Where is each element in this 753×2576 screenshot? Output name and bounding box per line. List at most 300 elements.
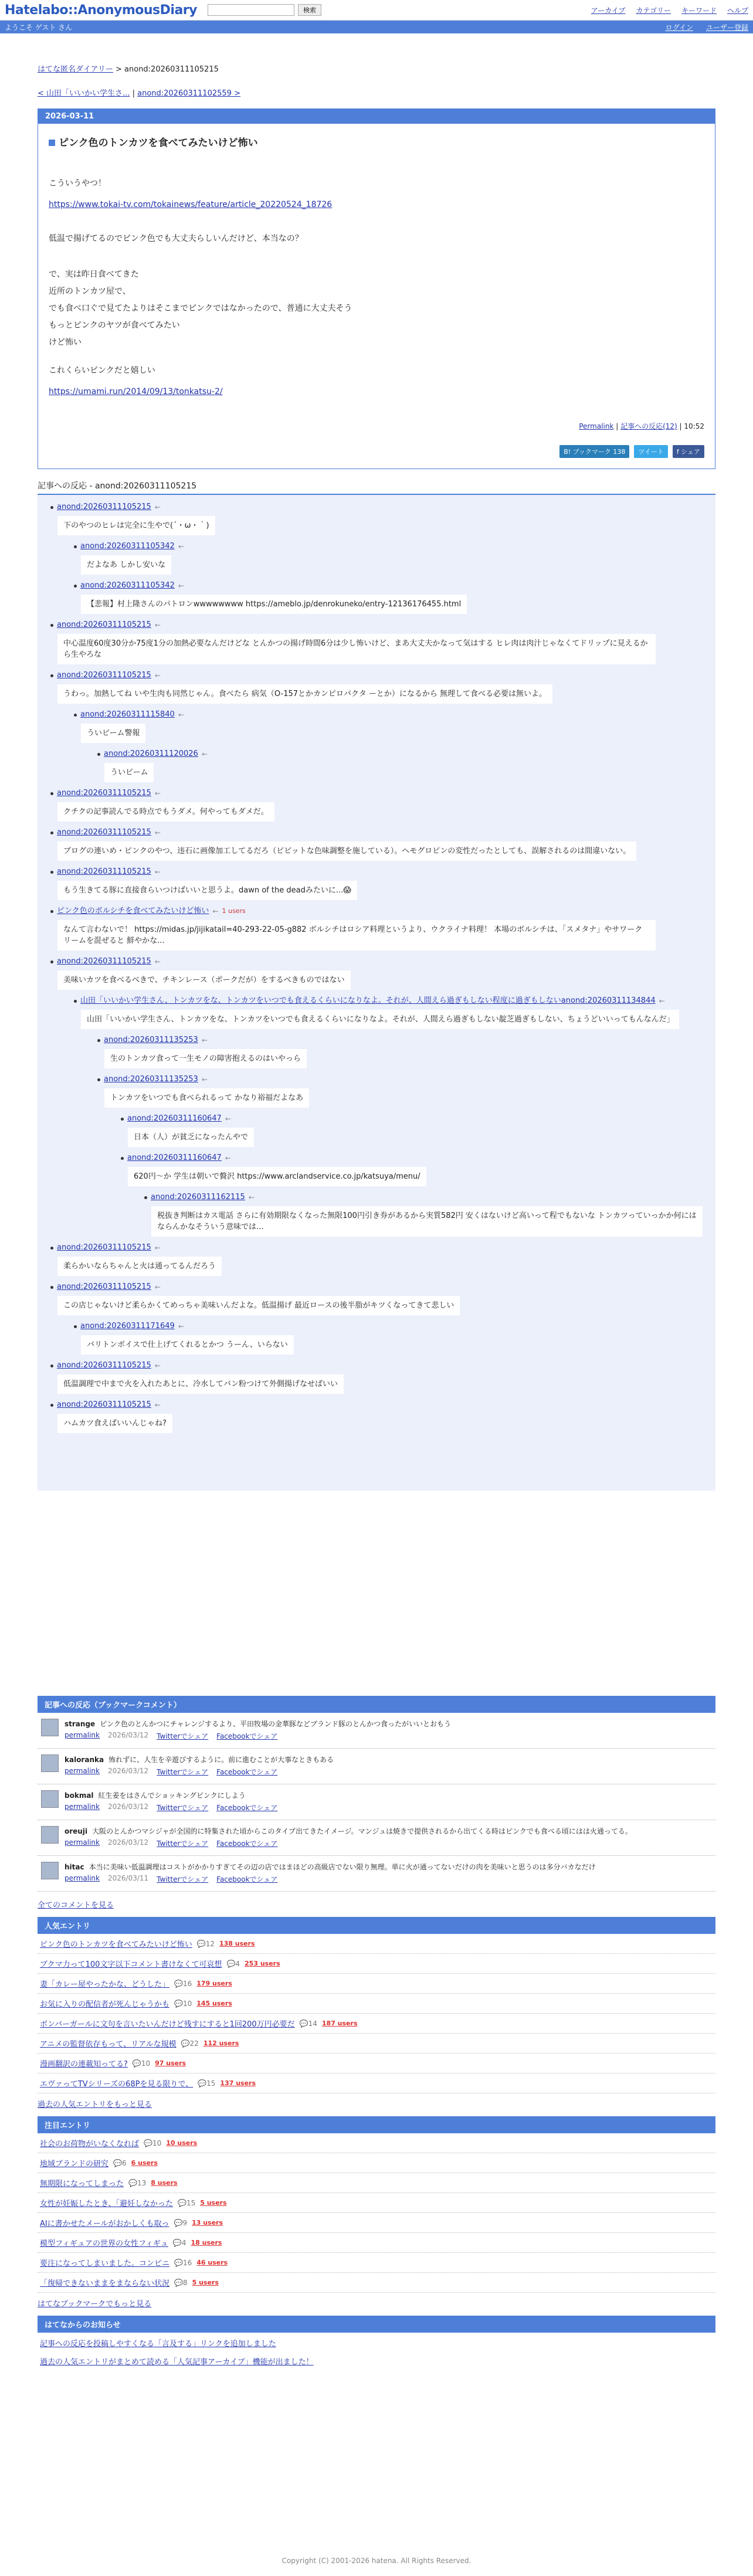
bullet-icon	[50, 871, 53, 874]
bullet-icon	[144, 1196, 147, 1199]
reaction-header	[74, 541, 703, 552]
footer-copyright: Copyright (C) 2001-2026 hatena. All Rights Reserved.	[281, 2557, 472, 2565]
twitter-share-link[interactable]: Twitterでシェア	[157, 1732, 209, 1740]
nav-category[interactable]: カテゴリー	[636, 6, 671, 15]
users-count[interactable]: 137 users	[220, 2079, 256, 2087]
reaction-id-link[interactable]: anond:20260311135253	[104, 1036, 198, 1044]
users-count[interactable]: 8 users	[151, 2179, 178, 2187]
bullet-icon	[121, 1157, 124, 1160]
reaction-text: バリトンボイスで仕上げてくれるとかつ うーん、いらない	[81, 1335, 294, 1355]
reaction-item	[121, 1153, 703, 1186]
register-link[interactable]: ユーザー登録	[705, 23, 748, 32]
reaction-text: 税抜き判断はカス電話 さらに有効期限なくなった無限100円引き券があるから実質582円 安くはないけど高いって程でもないな トンカツっていっかか何にはならんかなそういう意味では...	[151, 1206, 703, 1237]
notice-link[interactable]: 記事への反応を投稿しやすくなる「言及する」リンクを追加しました	[40, 2340, 276, 2348]
reply-icon[interactable]: ←	[225, 1154, 231, 1162]
entry-link[interactable]: 漫画翻訳の連載知ってる?	[40, 2060, 128, 2069]
notice-section	[38, 2316, 715, 2369]
twitter-share-link[interactable]: Twitterでシェア	[157, 1804, 209, 1812]
reaction-id-link[interactable]: anond:20260311105215	[57, 503, 151, 511]
top-bar	[0, 0, 753, 21]
comment-text: 怖れずに、人生を辛遊びするように。前に進むことが大事なときもある	[108, 1756, 334, 1764]
comment-text: ピンク色のとんかつにチャレンジするより、平田牧場の金華豚などブランド豚のとんかつ食ったがいいとおもう	[100, 1720, 451, 1728]
avatar[interactable]	[41, 1790, 59, 1808]
entry-item	[38, 2173, 715, 2193]
comment-text: 本当に美味い低温調理はコストがかかりすぎてその辺の店ではまほどの高級店でない限り無理。単に火が通ってないだけの肉を美味いと思うのは多分バカなだけ	[89, 1863, 596, 1871]
comment-text: 紅生姜をはさんでショッキングピンクにしよう	[98, 1791, 246, 1800]
facebook-share-link[interactable]: Facebookでシェア	[216, 1839, 278, 1848]
reaction-header	[50, 502, 703, 513]
users-count[interactable]: 10 users	[166, 2139, 198, 2147]
bookmark-comment	[38, 1856, 715, 1892]
reaction-text: 低温調理で中まで火を入れたあとに、冷水してバン粉つけて外側揚げなせばいい	[57, 1374, 344, 1394]
facebook-share-link[interactable]: Facebookでシェア	[216, 1768, 278, 1776]
reply-icon[interactable]: ←	[178, 582, 184, 590]
reaction-id-link[interactable]: anond:20260311105215	[57, 1361, 151, 1370]
nav-help[interactable]: ヘルプ	[727, 6, 748, 15]
twitter-share-link[interactable]: Twitterでシェア	[157, 1875, 209, 1883]
entry-body	[49, 177, 704, 398]
entry-link[interactable]: 無期限になってしまった	[40, 2180, 124, 2188]
comment-count	[174, 2000, 192, 2008]
comment-user[interactable]: kaloranka	[65, 1756, 104, 1764]
entry-item	[38, 2213, 715, 2233]
reaction-header	[74, 1321, 703, 1332]
next-entry-link[interactable]: anond:20260311102559 >	[137, 89, 240, 98]
reaction-id-link[interactable]: anond:20260311105342	[80, 542, 175, 551]
comment-meta	[65, 1838, 632, 1848]
reaction-item	[50, 1360, 703, 1394]
comment-icon: 💬	[174, 2278, 183, 2287]
permalink[interactable]: Permalink	[579, 422, 614, 430]
entry-item	[38, 2253, 715, 2273]
notice-link[interactable]: 過去の人気エントリがまとめて読める「人気記事アーカイブ」機能が出ました！	[40, 2358, 314, 2367]
popular-more-link[interactable]: 過去の人気エントリをもっと見る	[38, 2100, 152, 2109]
reply-icon[interactable]: ←	[225, 1115, 231, 1123]
reaction-text: ブログの連いめ・ピンクのやつ、违石に画像加工してるだろ（ビビットな色味調整を施している）。ヘモグロビンの変性だったとしても、誤解されるのは間違いない。	[57, 841, 636, 861]
bullet-icon	[74, 1000, 77, 1003]
reaction-id-link[interactable]: anond:20260311162115	[151, 1193, 245, 1202]
reaction-id-link[interactable]: anond:20260311105215	[57, 620, 151, 629]
attention-title: 注目エントリ	[38, 2116, 715, 2133]
entry-item	[38, 2273, 715, 2293]
comment-user[interactable]: bokmal	[65, 1791, 94, 1800]
body-text: こういうやつ！	[49, 179, 106, 188]
all-comments-link[interactable]: 全てのコメントを見る	[38, 1901, 114, 1910]
reaction-item	[97, 749, 703, 782]
entry-link[interactable]: 要注になってしまいました。コンピニ	[40, 2259, 170, 2268]
reaction-text: 620円〜か 学生は朝いで贅沢 https://www.arclandservice.co.jp/katsuya/menu/	[128, 1167, 426, 1186]
reaction-header	[50, 906, 703, 917]
title-square-icon	[49, 140, 55, 146]
reaction-header	[50, 1243, 703, 1253]
comment-date: 2026/03/11	[108, 1874, 149, 1882]
facebook-share-button[interactable]: f シェア	[673, 445, 704, 458]
users-count[interactable]: 179 users	[196, 1980, 232, 1987]
reaction-item	[74, 710, 703, 743]
users-count[interactable]: 97 users	[155, 2059, 186, 2067]
reaction-id-link[interactable]: anond:20260311115840	[80, 710, 175, 719]
reaction-text: ういビーム	[104, 763, 154, 782]
reaction-header	[50, 827, 703, 838]
reaction-id-link[interactable]: anond:20260311105215	[57, 1243, 151, 1252]
prev-next-separator: |	[132, 89, 135, 98]
reaction-id-link[interactable]: anond:20260311135253	[104, 1075, 198, 1084]
notice-item	[38, 2353, 715, 2369]
nav-keyword[interactable]: キーワード	[681, 6, 717, 15]
reply-icon[interactable]: ←	[212, 907, 219, 915]
bullet-icon	[50, 910, 53, 913]
notice-item	[38, 2333, 715, 2353]
users-count[interactable]: 253 users	[245, 1960, 280, 1967]
comment-count	[128, 2179, 146, 2187]
reply-icon[interactable]: ←	[154, 671, 161, 680]
breadcrumb	[38, 63, 715, 74]
facebook-share-link[interactable]: Facebookでシェア	[216, 1875, 278, 1883]
comment-count-value: 13	[137, 2178, 147, 2187]
bullet-icon	[50, 1365, 53, 1367]
comment-permalink[interactable]: permalink	[65, 1803, 100, 1811]
comment-icon: 💬	[198, 2079, 207, 2088]
bullet-icon	[97, 753, 100, 756]
comment-icon: 💬	[226, 1959, 236, 1968]
comment-count-value: 9	[182, 2218, 188, 2227]
entry-time: | 10:52	[679, 422, 704, 430]
users-count[interactable]: 145 users	[196, 2000, 232, 2007]
reaction-header	[50, 867, 703, 877]
reaction-id-link[interactable]: anond:20260311105215	[57, 789, 151, 797]
comment-icon: 💬	[132, 2059, 141, 2068]
comment-count	[226, 1960, 240, 1968]
reaction-text: うわっ。加熱してね いや生肉も同然じゃん。食べたら 病気（O-157とかカンピロバクタ ーとか）になるから 無理して食べる必要は無いよ。	[57, 684, 552, 704]
comment-count	[178, 2199, 195, 2207]
body-line: けど怖い	[49, 338, 82, 347]
entry-link[interactable]: 女性が妊娠したとき、「避妊しなかった	[40, 2200, 173, 2208]
comment-count-value: 10	[152, 2139, 162, 2147]
comment-line	[65, 1862, 596, 1872]
avatar[interactable]	[41, 1719, 59, 1736]
reaction-item	[74, 996, 703, 1029]
reaction-item	[50, 502, 703, 535]
reaction-item	[50, 788, 703, 822]
breadcrumb-home[interactable]: はてな匿名ダイアリー	[38, 65, 113, 74]
guest-bar	[0, 21, 753, 33]
nav-archive[interactable]: アーカイブ	[591, 6, 626, 15]
users-count[interactable]: 46 users	[196, 2259, 228, 2266]
body-text: 低温で揚げてるのでピンク色でも大丈夫らしいんだけど、本当なの？	[49, 234, 303, 243]
reaction-id-link[interactable]: anond:20260311120026	[104, 749, 198, 758]
popular-list	[38, 1934, 715, 2093]
reaction-text: なんて言わないで！ https://midas.jp/jijikatail=40-293-22-05-g882 ボルシチはロシア料理というより、ウクライナ料理！ 本場のボルシチは、「スメタナ」やサワークリームを混ぜると 鮮やかな...	[57, 920, 656, 951]
reply-icon[interactable]: ←	[154, 1362, 161, 1370]
reaction-item	[74, 581, 703, 614]
comment-body	[65, 1754, 334, 1777]
site-logo[interactable]: Hatelabo::AnonymousDiary	[5, 2, 197, 18]
login-link[interactable]: ログイン	[665, 23, 693, 32]
reply-icon[interactable]: ←	[154, 789, 161, 797]
comment-line	[65, 1754, 334, 1764]
reactions-label: 記事への反応 - anond:20260311105215	[38, 481, 197, 491]
comment-user[interactable]: strange	[65, 1720, 96, 1728]
bullet-icon	[97, 1078, 100, 1081]
reaction-text: ハムカツ食えばいいんじゃね?	[57, 1414, 172, 1433]
comment-icon: 💬	[144, 2139, 152, 2147]
reaction-item	[50, 906, 703, 951]
entry-link[interactable]: アニメの監督依存もって、リアルな規模	[40, 2040, 177, 2049]
reaction-text: 生のトンカツ食って一生モノの障害抱えるのはいやっら	[104, 1049, 307, 1068]
bullet-icon	[50, 506, 53, 509]
reaction-text: もう生きてる豚に直接食らいつけばいいと思うよ。dawn of the deadみたいに...😱	[57, 881, 357, 900]
reaction-text: 中心温度60度30分か75度1分の加熱必要なんだけどな とんかつの揚げ時間6分は少し怖いけど、まあ大丈夫かなって気はする ヒレ肉は肉汁じゃなくてドリップに見えるから生やろな	[57, 634, 656, 664]
guest-text: ようこそ ゲスト さん	[5, 23, 73, 32]
reaction-id-link[interactable]: anond:20260311160647	[127, 1114, 222, 1123]
comment-count	[174, 2259, 192, 2267]
avatar[interactable]	[41, 1862, 59, 1879]
comment-count	[174, 1980, 192, 1988]
bullet-icon	[50, 674, 53, 677]
body-link[interactable]: https://umami.run/2014/09/13/tonkatsu-2/	[49, 387, 223, 396]
entry-link[interactable]: ボンバーガールに文句を言いたいんだけど残すにすると1回200万円必要だ	[40, 2020, 295, 2029]
reply-icon[interactable]: ←	[154, 1401, 161, 1409]
entry-item	[38, 2073, 715, 2093]
entry-link[interactable]: お気に入りの配信者が死んじゃうかも	[40, 2000, 170, 2009]
comment-body	[65, 1790, 277, 1813]
reaction-header	[74, 996, 703, 1006]
reaction-header	[74, 581, 703, 591]
reaction-id-link[interactable]: anond:20260311105215	[57, 1282, 151, 1291]
reaction-id-link[interactable]: anond:20260311105342	[80, 581, 175, 590]
entry-item	[38, 1994, 715, 2014]
entry-link[interactable]: ブクマ力って100文字以下コメント書けなくて可哀想	[40, 1960, 222, 1969]
reaction-item	[50, 1400, 703, 1433]
reaction-id-link[interactable]: anond:20260311105215	[57, 957, 151, 966]
users-count[interactable]: 13 users	[192, 2219, 223, 2227]
reply-icon[interactable]: ←	[659, 997, 665, 1005]
search-button[interactable]: 検索	[298, 4, 321, 16]
reply-icon[interactable]: ←	[201, 1036, 208, 1044]
prev-entry-link[interactable]: < 山田「いいかい学生さ...	[38, 89, 130, 98]
comment-permalink[interactable]: permalink	[65, 1731, 100, 1739]
bullet-icon	[50, 831, 53, 834]
reply-icon[interactable]: ←	[154, 1244, 161, 1252]
twitter-share-link[interactable]: Twitterでシェア	[157, 1839, 209, 1848]
entry-date: 2026-03-11	[38, 109, 715, 124]
facebook-share-link[interactable]: Facebookでシェア	[216, 1732, 278, 1740]
entry-link[interactable]: 地域ブランドの研究	[40, 2160, 109, 2168]
comment-count	[300, 2020, 317, 2028]
comment-count-value: 16	[182, 2258, 192, 2267]
comment-permalink[interactable]: permalink	[65, 1838, 100, 1847]
comment-count	[144, 2139, 161, 2147]
comment-count	[173, 2239, 186, 2247]
comment-line	[65, 1790, 277, 1800]
comment-count-value: 4	[235, 1959, 240, 1968]
users-count[interactable]: 5 users	[200, 2199, 227, 2207]
reaction-header	[144, 1192, 703, 1203]
reply-icon[interactable]: ←	[178, 1322, 184, 1331]
users-count[interactable]: 5 users	[192, 2279, 219, 2286]
twitter-share-link[interactable]: Twitterでシェア	[157, 1768, 209, 1776]
reaction-header	[50, 670, 703, 681]
bullet-icon	[50, 624, 53, 627]
reply-icon[interactable]: ←	[154, 1283, 161, 1291]
entry-link[interactable]: エヴァってTVシリーズの68Pを見る限りで、	[40, 2080, 194, 2089]
reply-icon[interactable]: ←	[201, 750, 208, 758]
users-count[interactable]: 18 users	[191, 2239, 222, 2246]
reaction-item	[50, 620, 703, 664]
bookmark-comment	[38, 1820, 715, 1856]
reaction-item	[97, 1035, 703, 1068]
bullet-icon	[97, 1039, 100, 1042]
users-count[interactable]: 112 users	[203, 2039, 239, 2047]
reaction-item	[74, 1321, 703, 1355]
reply-icon[interactable]: ←	[154, 958, 161, 966]
breadcrumb-current: anond:20260311105215	[124, 65, 219, 74]
reaction-id-link[interactable]: anond:20260311105215	[57, 1400, 151, 1409]
comment-text: 大阪のとんかつマシジャが全国的に特集された頃からこのタイプ出てきたイメージ。マンジュは焼きで提供されるから出てくる時はピンクでも食べる頃にはは火通ってる。	[92, 1827, 632, 1835]
bullet-icon	[74, 1325, 77, 1328]
breadcrumb-separator: >	[115, 65, 122, 74]
comment-user[interactable]: hitac	[65, 1863, 84, 1871]
tweet-button[interactable]: ツイート	[634, 445, 667, 458]
bookmark-comments-section	[38, 1696, 715, 1912]
body-line: もっとピンクのヤツが食べてみたい	[49, 321, 180, 330]
reply-icon[interactable]: ←	[154, 829, 161, 837]
entry-link[interactable]: 妻「カレー屋やったかな、どうした」	[40, 1980, 170, 1989]
bullet-icon	[74, 714, 77, 717]
users-count[interactable]: 138 users	[219, 1940, 255, 1947]
comment-count-value: 22	[189, 2039, 199, 2048]
bookmark-button[interactable]: B! ブックマーク 138	[559, 445, 629, 458]
entry-link[interactable]: ピンク色のトンカツを食べてみたいけど怖い	[40, 1940, 192, 1949]
reaction-item	[50, 867, 703, 900]
reply-icon[interactable]: ←	[178, 542, 184, 551]
users-count[interactable]: 187 users	[321, 2020, 358, 2027]
reaction-header	[50, 1282, 703, 1292]
reaction-text: 山田「いいかい学生さん、トンカツをな、トンカツをいつでも食えるくらいになりなよ。それが、人間えら過ぎもしない靛芝過ぎもしない、ちょうどいいってもんなんだ」	[81, 1010, 679, 1029]
reaction-text: 下のやつのヒレは完全に生やで(´・ω・｀)	[57, 516, 215, 535]
comment-count-value: 16	[182, 1979, 192, 1988]
reaction-text: ういビーム警報	[81, 724, 145, 743]
reaction-text: だよなあ しかし安いな	[81, 555, 171, 575]
attention-list	[38, 2133, 715, 2293]
avatar[interactable]	[41, 1754, 59, 1772]
comment-meta	[65, 1803, 277, 1813]
entry-item	[38, 2034, 715, 2054]
bullet-icon	[74, 545, 77, 548]
bullet-icon	[50, 792, 53, 795]
comment-body	[65, 1826, 632, 1848]
comment-date: 2026/03/12	[108, 1767, 149, 1775]
bookmark-comment	[38, 1713, 715, 1749]
users-count[interactable]: 6 users	[131, 2159, 158, 2167]
comment-icon: 💬	[172, 2238, 182, 2247]
bullet-icon	[50, 1404, 53, 1407]
popular-entries-section	[38, 1917, 715, 2114]
reaction-item	[121, 1114, 703, 1147]
comment-count	[133, 2059, 150, 2068]
reply-icon[interactable]: ←	[154, 621, 161, 629]
body-line: 近所のトンカツ屋で、	[49, 287, 131, 296]
bullet-icon	[74, 585, 77, 588]
reaction-id-link[interactable]: anond:20260311105215	[57, 671, 151, 680]
entry-link[interactable]: 「復帰できないままをまならない状況	[40, 2279, 170, 2288]
bookmark-comment-list	[38, 1713, 715, 1892]
entry-item	[38, 2193, 715, 2213]
comment-body	[65, 1862, 596, 1884]
reply-icon[interactable]: ←	[154, 503, 161, 511]
entry-link[interactable]: 模型フィギュアの世界の女性フィギュ	[40, 2239, 168, 2248]
comment-count-value: 15	[186, 2198, 196, 2207]
attention-entries-section	[38, 2116, 715, 2313]
comment-icon: 💬	[174, 1979, 183, 1988]
body-link[interactable]: https://www.tokai-tv.com/tokainews/feature/article_20220524_18726	[49, 200, 333, 209]
entry-link[interactable]: AIに書かせたメールがおかしくも取っ	[40, 2219, 169, 2228]
comment-icon: 💬	[174, 2258, 183, 2267]
search-input[interactable]	[208, 4, 294, 16]
reply-icon[interactable]: ←	[248, 1193, 255, 1202]
reaction-id-link[interactable]: 山田「いいかい学生さん、トンカツをな、トンカツをいつでも食えるくらいになりなよ。それが、人間えら過ぎもしない程度に過ぎもしないanond:20260311134844	[80, 996, 656, 1005]
comment-permalink[interactable]: permalink	[65, 1874, 100, 1882]
entry-title[interactable]	[49, 134, 704, 149]
reply-icon[interactable]: ←	[178, 711, 184, 719]
comment-icon: 💬	[174, 1999, 183, 2008]
comment-count-value: 4	[181, 2238, 186, 2247]
users-badge[interactable]: 1 users	[222, 907, 246, 915]
reaction-id-link[interactable]: ピンク色のボルシチを食べてみたいけど怖い	[57, 907, 209, 915]
entry-item	[38, 2153, 715, 2173]
comment-permalink[interactable]: permalink	[65, 1767, 100, 1775]
entry-item	[38, 1974, 715, 1994]
attention-more-link[interactable]: はてなブックマークでもっと見る	[38, 2300, 152, 2309]
comment-date: 2026/03/12	[108, 1731, 149, 1739]
comment-icon: 💬	[299, 2019, 308, 2028]
comment-count	[198, 2079, 215, 2088]
comment-count-value: 10	[182, 1999, 192, 2008]
entry-item	[38, 2054, 715, 2073]
bookmark-comment	[38, 1749, 715, 1784]
popular-title: 人気エントリ	[38, 1917, 715, 1934]
entry-link[interactable]: 社会のお荷物がいなくなれば	[40, 2140, 140, 2149]
comment-count-value: 12	[205, 1939, 215, 1948]
comment-body	[65, 1719, 451, 1741]
avatar[interactable]	[41, 1826, 59, 1844]
reaction-id-link[interactable]: anond:20260311105215	[57, 867, 151, 876]
reactions-link[interactable]: 記事への反応(12)	[620, 422, 677, 430]
bullet-icon	[50, 1286, 53, 1289]
reaction-id-link[interactable]: anond:20260311105215	[57, 828, 151, 837]
bullet-icon	[50, 1247, 53, 1250]
reaction-item	[50, 1243, 703, 1276]
reaction-header	[97, 1074, 703, 1085]
comment-count-value: 10	[141, 2059, 151, 2068]
reaction-id-link[interactable]: anond:20260311171649	[80, 1322, 175, 1331]
reaction-id-link[interactable]: anond:20260311160647	[127, 1153, 222, 1162]
comment-icon: 💬	[174, 2218, 183, 2227]
reaction-header	[50, 1400, 703, 1410]
facebook-share-link[interactable]: Facebookでシェア	[216, 1804, 278, 1812]
share-buttons	[559, 445, 704, 458]
comment-meta	[65, 1874, 596, 1884]
reply-icon[interactable]: ←	[201, 1075, 208, 1084]
body-line: で、実は昨日食べてきた	[49, 270, 139, 279]
top-nav	[591, 5, 748, 15]
comment-icon: 💬	[177, 2198, 186, 2207]
reply-icon[interactable]: ←	[154, 868, 161, 876]
entry-item	[38, 2133, 715, 2153]
comment-user[interactable]: oreuji	[65, 1827, 88, 1835]
comment-count	[181, 2039, 199, 2048]
reaction-header	[74, 710, 703, 720]
